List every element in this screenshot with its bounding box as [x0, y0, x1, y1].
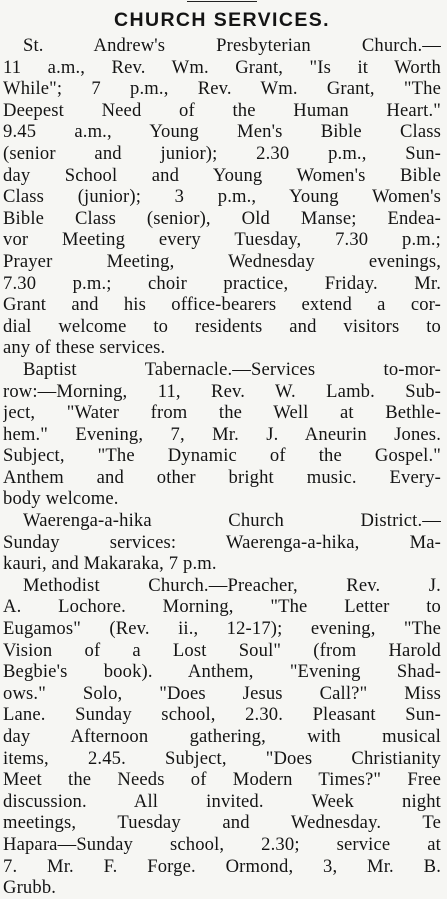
- text-line: Prayer Meeting, Wednesday evenings,: [3, 250, 441, 272]
- text-line: body welcome.: [3, 488, 119, 510]
- text-line: Grubb.: [3, 877, 57, 899]
- column-rule: [187, 1, 257, 2]
- text-line: Bible Class (senior), Old Manse; Endea-: [3, 207, 441, 229]
- text-line: A. Lochore. Morning, "The Letter to: [3, 596, 441, 618]
- text-line: 11 a.m., Rev. Wm. Grant, "Is it Worth: [3, 56, 441, 78]
- text-line: row:—Morning, 11, Rev. W. Lamb. Sub-: [3, 380, 441, 402]
- text-line: Meet the Needs of Modern Times?" Free: [3, 769, 441, 791]
- text-line: Waerenga-a-hika Church District.—: [23, 510, 441, 532]
- entry-waerenga-a-hika: [3, 510, 441, 575]
- text-line: vor Meeting every Tuesday, 7.30 p.m.;: [3, 229, 441, 251]
- text-line: dial welcome to residents and visitors to: [3, 315, 441, 337]
- text-line: 7. Mr. F. Forge. Ormond, 3, Mr. B.: [3, 855, 441, 877]
- text-line: (senior and junior); 2.30 p.m., Sun-: [3, 142, 441, 164]
- text-line: 9.45 a.m., Young Men's Bible Class: [3, 121, 441, 143]
- text-line: meetings, Tuesday and Wednesday. Te: [3, 812, 441, 834]
- entry-st-andrews: [3, 35, 441, 359]
- text-line: discussion. All invited. Week night: [3, 790, 441, 812]
- text-line: Vision of a Lost Soul" (from Harold: [3, 639, 441, 661]
- text-line: Hapara—Sunday school, 2.30; service at: [3, 833, 441, 855]
- entry-methodist-church: [3, 575, 441, 899]
- text-line: ows." Solo, "Does Jesus Call?" Miss: [3, 682, 441, 704]
- text-line: Baptist Tabernacle.—Services to-mor-: [23, 358, 441, 380]
- text-line: kauri, and Makaraka, 7 p.m.: [3, 553, 217, 575]
- text-line: While"; 7 p.m., Rev. Wm. Grant, "The: [3, 78, 441, 100]
- text-line: hem." Evening, 7, Mr. J. Aneurin Jones.: [3, 423, 441, 445]
- text-line: Subject, "The Dynamic of the Gospel.": [3, 445, 441, 467]
- text-line: Begbie's book). Anthem, "Evening Shad-: [3, 661, 441, 683]
- text-line: Grant and his office-bearers extend a cor-: [3, 294, 441, 316]
- page-title: CHURCH SERVICES.: [114, 9, 330, 31]
- text-line: day Afternoon gathering, with musical: [3, 726, 441, 747]
- text-line: Deepest Need of the Human Heart.": [3, 99, 441, 121]
- text-line: Methodist Church.—Preacher, Rev. J.: [23, 574, 441, 596]
- text-line: Sunday services: Waerenga-a-hika, Ma-: [3, 531, 441, 553]
- text-line: day School and Young Women's Bible: [3, 164, 441, 186]
- entry-baptist-tabernacle: [3, 359, 441, 510]
- text-line: items, 2.45. Subject, "Does Christianity: [3, 747, 441, 769]
- text-line: Lane. Sunday school, 2.30. Pleasant Sun-: [3, 704, 441, 726]
- text-line: ject, "Water from the Well at Bethle-: [3, 402, 441, 424]
- text-line: Eugamos" (Rev. ii., 12-17); evening, "The: [3, 618, 441, 640]
- text-line: 7.30 p.m.; choir practice, Friday. Mr.: [3, 272, 441, 294]
- text-line: any of these services.: [3, 337, 166, 359]
- text-line: Class (junior); 3 p.m., Young Women's: [3, 186, 441, 208]
- text-line: Anthem and other bright music. Every-: [3, 466, 441, 488]
- church-services-listing: [3, 35, 441, 899]
- text-line: St. Andrew's Presbyterian Church.—: [23, 35, 441, 56]
